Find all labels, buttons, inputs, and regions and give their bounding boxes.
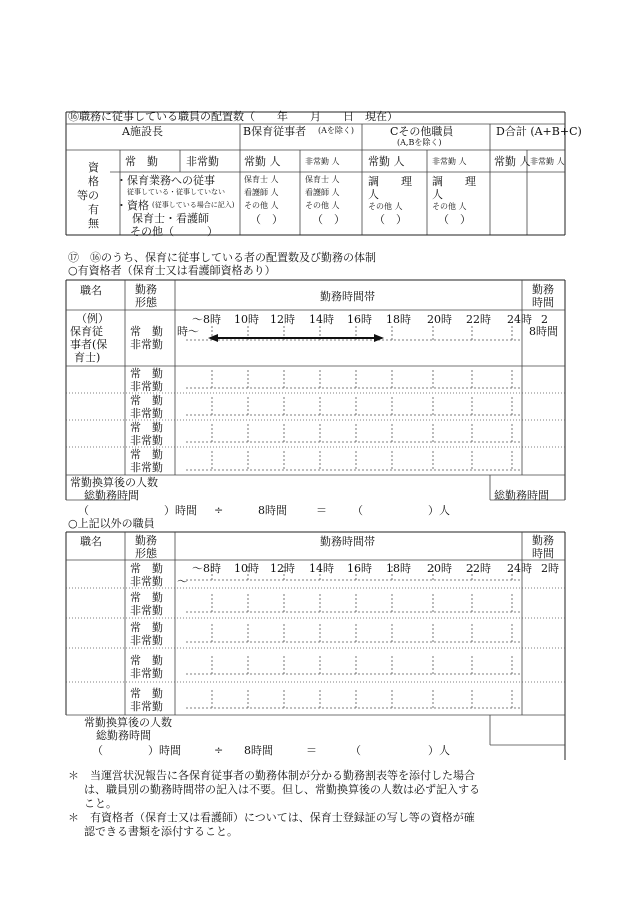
example-label-2: 保育従 bbox=[70, 325, 103, 338]
q-row3-joukin: 常 勤 bbox=[130, 421, 163, 434]
q-total-label: 総勤務時間 bbox=[84, 489, 139, 502]
b2-row-1: 保育士 人 bbox=[305, 175, 340, 184]
q-formula-people: ）人 bbox=[428, 504, 450, 517]
c-row-4: （ ） bbox=[374, 213, 407, 226]
o-row3-hijoukin: 非常勤 bbox=[130, 634, 163, 647]
c-row-2: 人 bbox=[368, 188, 379, 201]
o-row5-joukin: 常 勤 bbox=[130, 687, 163, 700]
q-conv-label: 常勤換算後の人数 bbox=[70, 476, 158, 489]
o-col-hours-1: 勤務 bbox=[532, 534, 554, 547]
shikaku-4: 有 bbox=[88, 203, 99, 216]
o-col-shokumei: 職名 bbox=[80, 535, 102, 548]
o-col-hours-2: 時間 bbox=[532, 547, 554, 560]
col-d-header: D合計 (A+B+C) bbox=[496, 125, 582, 138]
c2-row-1: 調 理 bbox=[432, 175, 476, 188]
b-hijoukin: 非常勤 人 bbox=[305, 157, 340, 166]
b-joukin: 常勤 人 bbox=[244, 155, 281, 168]
col-shokumei: 職名 bbox=[80, 284, 102, 297]
o-formula-open2: （ bbox=[350, 744, 361, 757]
qualified-heading: ○有資格者（保育士又は看護師資格あり） bbox=[68, 264, 276, 277]
q-hour-label: 20時 bbox=[427, 313, 452, 326]
o-hour-label: 24時 bbox=[507, 562, 532, 575]
b-row-1: 保育士 人 bbox=[244, 175, 279, 184]
col-timeband: 勤務時間帯 bbox=[320, 290, 375, 303]
q-hour-label: 18時 bbox=[386, 313, 411, 326]
col-hours-1: 勤務 bbox=[532, 283, 554, 296]
col-keitai-2: 形態 bbox=[135, 296, 157, 309]
q-row3-hijoukin: 非常勤 bbox=[130, 434, 163, 447]
o-formula-div: ÷ bbox=[214, 744, 224, 757]
example-label-3: 事者(保 bbox=[70, 338, 108, 351]
o-hour-label: ～8時 bbox=[192, 562, 221, 575]
q-row2-hijoukin: 非常勤 bbox=[130, 407, 163, 420]
o-formula-hours: ）時間 bbox=[148, 744, 181, 757]
note-3: こと。 bbox=[84, 797, 117, 810]
example-label-1: （例） bbox=[76, 312, 109, 325]
o-conv-label: 常勤換算後の人数 bbox=[84, 716, 172, 729]
a-line-1: ・保育業務への従事 bbox=[116, 174, 215, 187]
q-formula-div: ÷ bbox=[214, 504, 224, 517]
example-hijoukin: 非常勤 bbox=[130, 338, 163, 351]
col-keitai-1: 勤務 bbox=[135, 283, 157, 296]
c2-row-4: （ ） bbox=[438, 213, 471, 226]
o-hour-label: 12時 bbox=[270, 562, 295, 575]
q-row4-joukin: 常 勤 bbox=[130, 448, 163, 461]
q-row4-hijoukin: 非常勤 bbox=[130, 461, 163, 474]
example-hours: 8時間 bbox=[529, 325, 558, 338]
d-joukin: 常勤 人 bbox=[494, 155, 531, 168]
o-hour-label: 18時 bbox=[386, 562, 411, 575]
a-hijoukin: 非常勤 bbox=[186, 155, 219, 168]
q-hour-label: 24時 bbox=[507, 313, 532, 326]
o-col-timeband: 勤務時間帯 bbox=[320, 535, 375, 548]
q-row2-joukin: 常 勤 bbox=[130, 394, 163, 407]
o-formula-people: ）人 bbox=[428, 744, 450, 757]
o-row4-hijoukin: 非常勤 bbox=[130, 667, 163, 680]
example-label-4: 育士) bbox=[74, 351, 101, 364]
c-row-1: 調 理 bbox=[368, 175, 412, 188]
q-hour-label: ～8時 bbox=[192, 313, 221, 326]
note-2: は、職員別の勤務時間帯の記入は不要。但し、常勤換算後の人数は必ず記入する bbox=[84, 783, 480, 796]
note-5: 認できる書類を添付すること。 bbox=[84, 825, 238, 838]
col-b-note: (Aを除く) bbox=[318, 126, 355, 135]
q-hour-label: 12時 bbox=[270, 313, 295, 326]
q-formula-open: （ bbox=[78, 504, 89, 517]
b-row-4: （ ） bbox=[250, 213, 283, 226]
q-hour-label: 10時 bbox=[234, 313, 259, 326]
other-heading: ○上記以外の職員 bbox=[68, 517, 155, 530]
c-row-3: その他 人 bbox=[368, 202, 403, 211]
o-row2-joukin: 常 勤 bbox=[130, 591, 163, 604]
o-total-label: 総勤務時間 bbox=[96, 729, 151, 742]
o-hour-label: 2時 bbox=[541, 562, 559, 575]
note-4: ＊ 有資格者（保育士又は看護師）については、保育士登録証の写し等の資格が確 bbox=[68, 811, 475, 824]
o-row5-hijoukin: 非常勤 bbox=[130, 700, 163, 713]
o-row1-hijoukin: 非常勤 bbox=[130, 575, 163, 588]
col-b-header: B保育従事者 bbox=[243, 125, 307, 138]
a-line-6: その他（ ） bbox=[130, 225, 218, 238]
o-formula-eq: ＝ bbox=[306, 744, 317, 757]
col-c-header: Cその他職員 bbox=[390, 125, 454, 138]
shikaku-1: 資 bbox=[88, 161, 99, 174]
o-row4-joukin: 常 勤 bbox=[130, 654, 163, 667]
section16-title: ⑯職務に従事している職員の配置数（ 年 月 日 現在） bbox=[68, 110, 398, 123]
o-row2-hijoukin: 非常勤 bbox=[130, 604, 163, 617]
c2-row-2: 人 bbox=[432, 188, 443, 201]
col-hours-2: 時間 bbox=[532, 296, 554, 309]
shikaku-5: 無 bbox=[88, 217, 99, 230]
o-hour-label: 14時 bbox=[309, 562, 334, 575]
o-col-keitai-2: 形態 bbox=[135, 547, 157, 560]
o-col-keitai-1: 勤務 bbox=[135, 534, 157, 547]
b-row-2: 看護師 人 bbox=[244, 188, 279, 197]
b2-row-4: （ ） bbox=[312, 213, 345, 226]
q-hour-label: 16時 bbox=[347, 313, 372, 326]
o-row1-prefix: ～ bbox=[177, 575, 188, 588]
q-formula-eq: ＝ bbox=[316, 504, 327, 517]
example-joukin: 常 勤 bbox=[130, 325, 163, 338]
a-joukin: 常 勤 bbox=[125, 155, 158, 168]
a-line-2: 従事している・従事していない bbox=[127, 188, 225, 196]
q-formula-hours: ）時間 bbox=[164, 504, 197, 517]
q-hour-label: 14時 bbox=[309, 313, 334, 326]
o-hour-label: 16時 bbox=[347, 562, 372, 575]
q-hour-label: 22時 bbox=[466, 313, 491, 326]
q-total-box-label: 総勤務時間 bbox=[494, 489, 549, 502]
o-hour-label: 22時 bbox=[466, 562, 491, 575]
shikaku-2: 格 bbox=[88, 175, 99, 188]
col-c-note: (A,Bを除く) bbox=[397, 138, 442, 147]
note-1: ＊ 当運営状況報告に各保育従事者の勤務体制が分かる勤務割表等を添付した場合 bbox=[68, 769, 475, 782]
o-formula-8h: 8時間 bbox=[244, 744, 273, 757]
o-row1-joukin: 常 勤 bbox=[130, 562, 163, 575]
section17-title: ⑰ ⑯のうち、保育に従事している者の配置数及び勤務の体制 bbox=[68, 251, 376, 264]
q-row1-joukin: 常 勤 bbox=[130, 367, 163, 380]
col-a-header: A施設長 bbox=[122, 125, 163, 138]
d-hijoukin: 非常勤 人 bbox=[530, 157, 565, 166]
b-row-3: その他 人 bbox=[244, 201, 279, 210]
q-hour-label: 2 bbox=[541, 313, 548, 326]
shikaku-3: 等の bbox=[77, 189, 99, 202]
b2-row-2: 看護師 人 bbox=[305, 188, 340, 197]
b2-row-3: その他 人 bbox=[305, 201, 340, 210]
o-row3-joukin: 常 勤 bbox=[130, 621, 163, 634]
a-line-4: (従事している場合に記入) bbox=[152, 201, 235, 209]
o-hour-label: 20時 bbox=[427, 562, 452, 575]
q-formula-8h: 8時間 bbox=[258, 504, 287, 517]
a-line-5: 保育士・看護師 bbox=[132, 212, 209, 225]
o-formula-open: （ bbox=[92, 744, 103, 757]
c-hijoukin: 非常勤 人 bbox=[432, 157, 467, 166]
a-line-3: ・資格 bbox=[116, 199, 149, 212]
example-prefix: 時～ bbox=[177, 325, 199, 338]
c2-row-3: その他 人 bbox=[432, 202, 467, 211]
q-row1-hijoukin: 非常勤 bbox=[130, 380, 163, 393]
o-hour-label: 10時 bbox=[234, 562, 259, 575]
q-formula-open2: （ bbox=[352, 504, 363, 517]
c-joukin: 常勤 人 bbox=[368, 155, 405, 168]
